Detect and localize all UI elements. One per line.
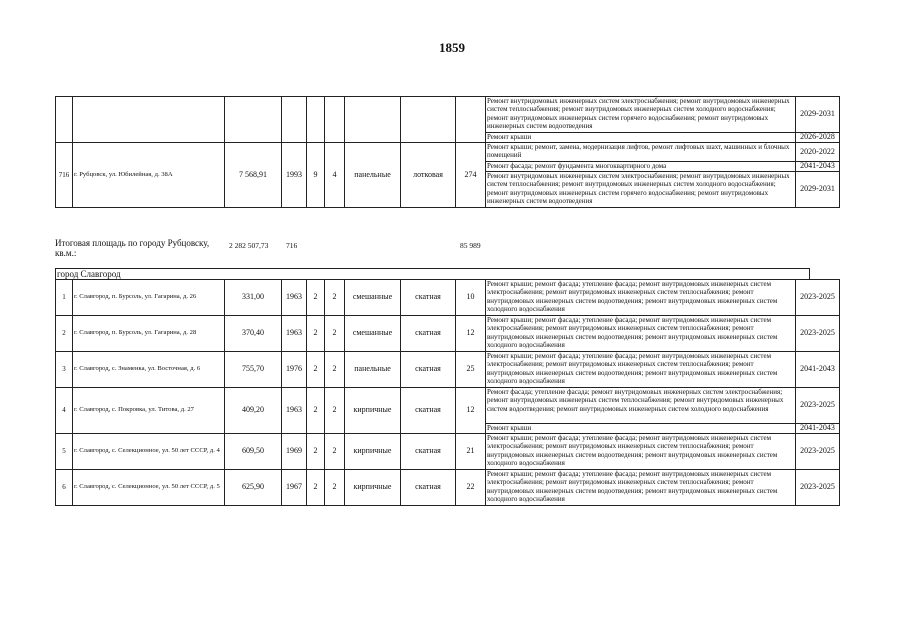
house-number: 3 xyxy=(56,352,73,388)
house-address: г. Славгород, с. Покровка, ул. Титова, д. 27 xyxy=(73,388,225,434)
build-year: 1963 xyxy=(282,316,307,352)
work-period: 2023-2025 xyxy=(796,434,840,470)
build-year xyxy=(282,97,307,143)
work-period: 2029-2031 xyxy=(796,172,840,208)
section-heading-slavgorod xyxy=(55,268,810,279)
total-residents: 85 989 xyxy=(460,241,481,250)
work-period: 2023-2025 xyxy=(796,280,840,316)
work-description: Ремонт крыши; ремонт фасада; утепление фасада; ремонт внутридомовых инженерных систем электроснабжения; ремонт внутридомовых инженерных систем теплоснабжения; ремонт внутридомовых инженерных систем водоотведения; ремонт внутридомовых инженерных систем холодного водоснабжения xyxy=(486,470,796,506)
house-number: 6 xyxy=(56,470,73,506)
table-row xyxy=(56,280,840,316)
wall-material: панельные xyxy=(345,143,401,208)
house-address: г. Славгород, п. Бурсоль, ул. Гагарина, д. 28 xyxy=(73,316,225,352)
wall-material: панельные xyxy=(345,352,401,388)
work-period: 2023-2025 xyxy=(796,316,840,352)
roof-type: скатная xyxy=(401,434,456,470)
house-area xyxy=(225,97,282,143)
residents-count: 12 xyxy=(456,388,486,434)
work-period: 2029-2031 xyxy=(796,97,840,133)
entrances-count: 2 xyxy=(325,280,345,316)
floors-count: 2 xyxy=(307,280,325,316)
wall-material xyxy=(345,97,401,143)
roof-type: скатная xyxy=(401,280,456,316)
total-count: 716 xyxy=(286,241,298,250)
work-description: Ремонт внутридомовых инженерных систем электроснабжения; ремонт внутридомовых инженерных систем теплоснабжения; ремонт внутридомовых инженерных систем холодного водоснабжения; ремонт внутридомовых инженерных систем горячего водоснабжения; ремонт внутридомовых инженерных систем водоотведения xyxy=(486,172,796,208)
houses-table-slavgorod xyxy=(55,279,840,506)
house-number xyxy=(56,97,73,143)
entrances-count: 2 xyxy=(325,434,345,470)
work-description: Ремонт фасада; утепление фасада; ремонт внутридомовых инженерных систем электроснабжения; ремонт внутридомовых инженерных систем теплоснабжения; ремонт внутридомовых инженерных систем водоотведения; ремонт внутридомовых инженерных систем холодного водоснабжения xyxy=(486,388,796,424)
city-total-row xyxy=(55,238,900,260)
house-address: г. Рубцовск, ул. Юбилейная, д. 38А xyxy=(73,143,225,208)
page-number: 1859 xyxy=(439,40,465,55)
work-description: Ремонт крыши; ремонт, замена, модернизация лифтов, ремонт лифтовых шахт, машинных и блочных помещений xyxy=(486,143,796,162)
entrances-count: 2 xyxy=(325,470,345,506)
house-area: 370,40 xyxy=(225,316,282,352)
wall-material: кирпичные xyxy=(345,388,401,434)
floors-count: 2 xyxy=(307,434,325,470)
table-row xyxy=(56,143,840,162)
residents-count: 25 xyxy=(456,352,486,388)
house-address: г. Славгород, с. Селекционное, ул. 50 лет СССР, д. 5 xyxy=(73,470,225,506)
work-description: Ремонт внутридомовых инженерных систем электроснабжения; ремонт внутридомовых инженерных систем теплоснабжения; ремонт внутридомовых инженерных систем холодного водоснабжения; ремонт внутридомовых инженерных систем горячего водоснабжения; ремонт внутридомовых инженерных систем водоотведения xyxy=(486,97,796,133)
entrances-count xyxy=(325,97,345,143)
work-period: 2023-2025 xyxy=(796,470,840,506)
build-year: 1963 xyxy=(282,280,307,316)
house-number: 716 xyxy=(56,143,73,208)
build-year: 1993 xyxy=(282,143,307,208)
table-row xyxy=(56,470,840,506)
work-period: 2041-2043 xyxy=(796,424,840,434)
section-title: город Славгород xyxy=(57,269,121,279)
house-number: 4 xyxy=(56,388,73,434)
floors-count: 2 xyxy=(307,388,325,434)
wall-material: кирпичные xyxy=(345,470,401,506)
house-area: 7 568,91 xyxy=(225,143,282,208)
work-description: Ремонт крыши; ремонт фасада; утепление фасада; ремонт внутридомовых инженерных систем электроснабжения; ремонт внутридомовых инженерных систем теплоснабжения; ремонт внутридомовых инженерных систем водоотведения; ремонт внутридомовых инженерных систем холодного водоснабжения xyxy=(486,316,796,352)
house-address xyxy=(73,97,225,143)
wall-material: смешанные xyxy=(345,316,401,352)
floors-count: 9 xyxy=(307,143,325,208)
build-year: 1967 xyxy=(282,470,307,506)
residents-count: 12 xyxy=(456,316,486,352)
house-address: г. Славгород, с. Знаменка, ул. Восточная, д. 6 xyxy=(73,352,225,388)
floors-count: 2 xyxy=(307,470,325,506)
residents-count: 10 xyxy=(456,280,486,316)
total-area: 2 282 507,73 xyxy=(229,241,269,250)
table-row xyxy=(56,97,840,133)
house-area: 625,90 xyxy=(225,470,282,506)
residents-count: 274 xyxy=(456,143,486,208)
floors-count: 2 xyxy=(307,352,325,388)
entrances-count: 2 xyxy=(325,352,345,388)
build-year: 1963 xyxy=(282,388,307,434)
work-description: Ремонт крыши xyxy=(486,424,796,434)
table-row xyxy=(56,434,840,470)
roof-type: скатная xyxy=(401,388,456,434)
roof-type xyxy=(401,97,456,143)
house-area: 609,50 xyxy=(225,434,282,470)
work-description: Ремонт крыши; ремонт фасада; утепление фасада; ремонт внутридомовых инженерных систем электроснабжения; ремонт внутридомовых инженерных систем теплоснабжения; ремонт внутридомовых инженерных систем водоотведения; ремонт внутридомовых инженерных систем холодного водоснабжения xyxy=(486,280,796,316)
work-description: Ремонт крыши; ремонт фасада; утепление фасада; ремонт внутридомовых инженерных систем электроснабжения; ремонт внутридомовых инженерных систем теплоснабжения; ремонт внутридомовых инженерных систем водоотведения; ремонт внутридомовых инженерных систем холодного водоснабжения xyxy=(486,434,796,470)
work-period: 2023-2025 xyxy=(796,388,840,424)
house-area: 331,00 xyxy=(225,280,282,316)
house-number: 2 xyxy=(56,316,73,352)
residents-count xyxy=(456,97,486,143)
work-description: Ремонт крыши xyxy=(486,133,796,143)
roof-type: лотковая xyxy=(401,143,456,208)
work-description: Ремонт крыши; ремонт фасада; утепление фасада; ремонт внутридомовых инженерных систем электроснабжения; ремонт внутридомовых инженерных систем теплоснабжения; ремонт внутридомовых инженерных систем водоотведения; ремонт внутридомовых инженерных систем холодного водоснабжения xyxy=(486,352,796,388)
work-description: Ремонт фасада; ремонт фундамента многоквартирного дома xyxy=(486,162,796,172)
total-label: Итоговая площадь по городу Рубцовску, кв.м.: xyxy=(55,238,210,258)
table-row xyxy=(56,316,840,352)
roof-type: скатная xyxy=(401,352,456,388)
roof-type: скатная xyxy=(401,316,456,352)
work-period: 2026-2028 xyxy=(796,133,840,143)
table-row xyxy=(56,352,840,388)
work-period: 2020-2022 xyxy=(796,143,840,162)
house-address: г. Славгород, п. Бурсоль, ул. Гагарина, д. 26 xyxy=(73,280,225,316)
entrances-count: 2 xyxy=(325,316,345,352)
house-number: 5 xyxy=(56,434,73,470)
build-year: 1976 xyxy=(282,352,307,388)
build-year: 1969 xyxy=(282,434,307,470)
roof-type: скатная xyxy=(401,470,456,506)
wall-material: смешанные xyxy=(345,280,401,316)
table-row xyxy=(56,388,840,424)
houses-table-rubtsovsk xyxy=(55,96,840,208)
house-area: 409,20 xyxy=(225,388,282,434)
entrances-count: 4 xyxy=(325,143,345,208)
work-period: 2041-2043 xyxy=(796,162,840,172)
house-address: г. Славгород, с. Селекционное, ул. 50 лет СССР, д. 4 xyxy=(73,434,225,470)
floors-count: 2 xyxy=(307,316,325,352)
house-number: 1 xyxy=(56,280,73,316)
residents-count: 21 xyxy=(456,434,486,470)
work-period: 2041-2043 xyxy=(796,352,840,388)
wall-material: кирпичные xyxy=(345,434,401,470)
house-area: 755,70 xyxy=(225,352,282,388)
floors-count xyxy=(307,97,325,143)
entrances-count: 2 xyxy=(325,388,345,434)
residents-count: 22 xyxy=(456,470,486,506)
